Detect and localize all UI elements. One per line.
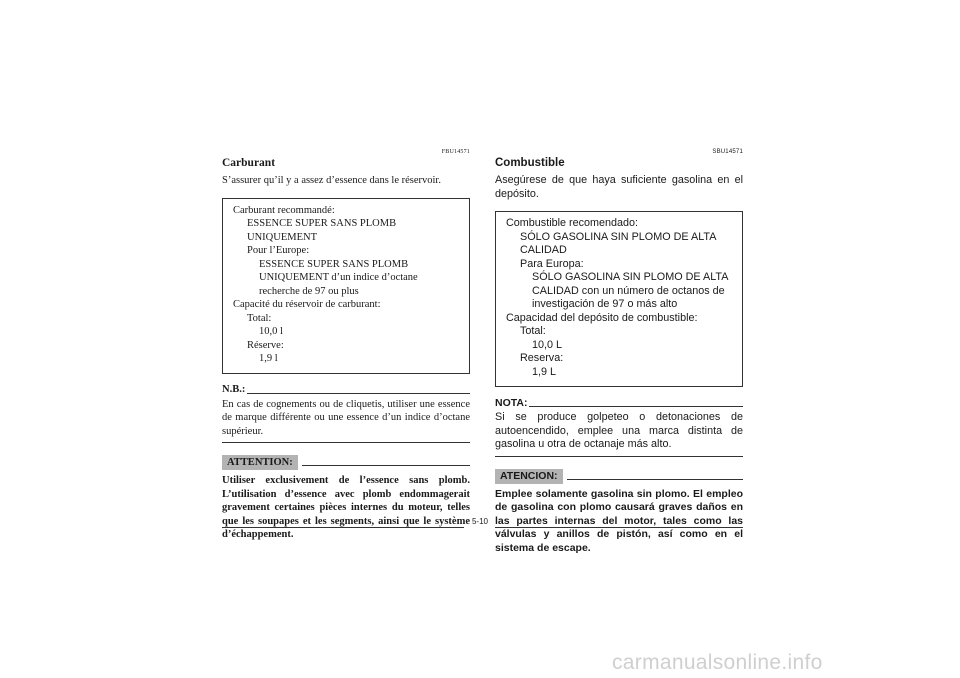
- note-end-rule: [495, 456, 743, 457]
- spec-line: 10,0 l: [259, 326, 283, 337]
- fuel-spec-box: [495, 211, 743, 387]
- spec-line: Pour l’Europe:: [247, 245, 310, 256]
- note-text: En cas de cognements ou de cliquetis, utiliser une essence de marque différente ou une essence d’un indice d’octane supérieur.: [222, 398, 470, 437]
- intro-text: Asegúrese de que haya suficiente gasolina en el depósito.: [495, 174, 743, 200]
- section-code: SBU14571: [712, 149, 743, 155]
- spec-line: Capacidad del depósito de combustible:: [506, 311, 698, 324]
- spec-line: Carburant recommandé:: [233, 204, 335, 216]
- spec-line: Reserva:: [520, 352, 564, 364]
- spec-line: ESSENCE SUPER SANS PLOMB UNIQUEMENT: [247, 218, 397, 243]
- spec-line: Capacité du réservoir de carburant:: [233, 299, 381, 310]
- bottom-rule-right: [495, 527, 743, 528]
- note-end-rule: [222, 442, 470, 443]
- spec-line: Réserve:: [247, 339, 284, 351]
- spec-line: Combustible recomendado:: [506, 217, 639, 229]
- note-header: [222, 384, 470, 396]
- watermark: carmanualsonline.info: [612, 651, 823, 674]
- note-rule: [529, 406, 743, 407]
- note-label: N.B.:: [222, 383, 246, 395]
- attention-label: ATENCION:: [495, 469, 563, 484]
- attention-header: [222, 455, 470, 470]
- section-code: FBU14571: [441, 149, 470, 155]
- note-text: Si se produce golpeteo o detonaciones de autoencendido, emplee una marca distinta de gasolina u otra de octanaje más alto.: [495, 411, 743, 450]
- attention-rule: [302, 465, 470, 466]
- page-number: 5-10: [471, 517, 488, 526]
- note-label: NOTA:: [495, 397, 528, 409]
- spec-line: Total:: [247, 312, 272, 324]
- fuel-spec-box: [222, 198, 470, 374]
- spanish-column: [495, 148, 743, 555]
- spec-line: 10,0 L: [532, 338, 563, 351]
- spec-line: 1,9 l: [259, 353, 278, 364]
- attention-header: [495, 469, 743, 484]
- spec-line: 1,9 L: [532, 365, 557, 378]
- attention-label: ATTENTION:: [222, 455, 298, 470]
- attention-rule: [567, 479, 743, 480]
- spec-line: Para Europa:: [520, 257, 584, 270]
- spec-line: ESSENCE SUPER SANS PLOMB UNIQUEMENT d’un indice d’octane recherche de 97 ou plus: [259, 258, 418, 297]
- section-title: Carburant: [222, 157, 276, 169]
- attention-text: Emplee solamente gasolina sin plomo. El empleo de gasolina con plomo causará graves daños en las partes internas del motor, tales como las válvulas y anillos de pistón, así como en el sistema de escape.: [495, 487, 743, 554]
- intro-text: S’assurer qu’il y a assez d’essence dans le réservoir.: [222, 175, 441, 186]
- attention-text: Utiliser exclusivement de l’essence sans plomb. L’utilisation d’essence avec plomb endommagerait gravement certaines pièces internes du moteur, telles que les soupapes et les segments, ainsi que le système d’échappement.: [222, 475, 470, 540]
- note-rule: [247, 393, 470, 394]
- spec-line: Total:: [520, 325, 546, 337]
- spec-line: SÓLO GASOLINA SIN PLOMO DE ALTA CALIDAD: [520, 230, 716, 256]
- note-header: [495, 397, 743, 409]
- section-title: Combustible: [495, 157, 565, 169]
- spec-line: SÓLO GASOLINA SIN PLOMO DE ALTA CALIDAD con un número de octanos de investigación de 97 o más alto: [532, 271, 728, 310]
- bottom-rule-left: [222, 527, 464, 528]
- french-column: [222, 148, 470, 542]
